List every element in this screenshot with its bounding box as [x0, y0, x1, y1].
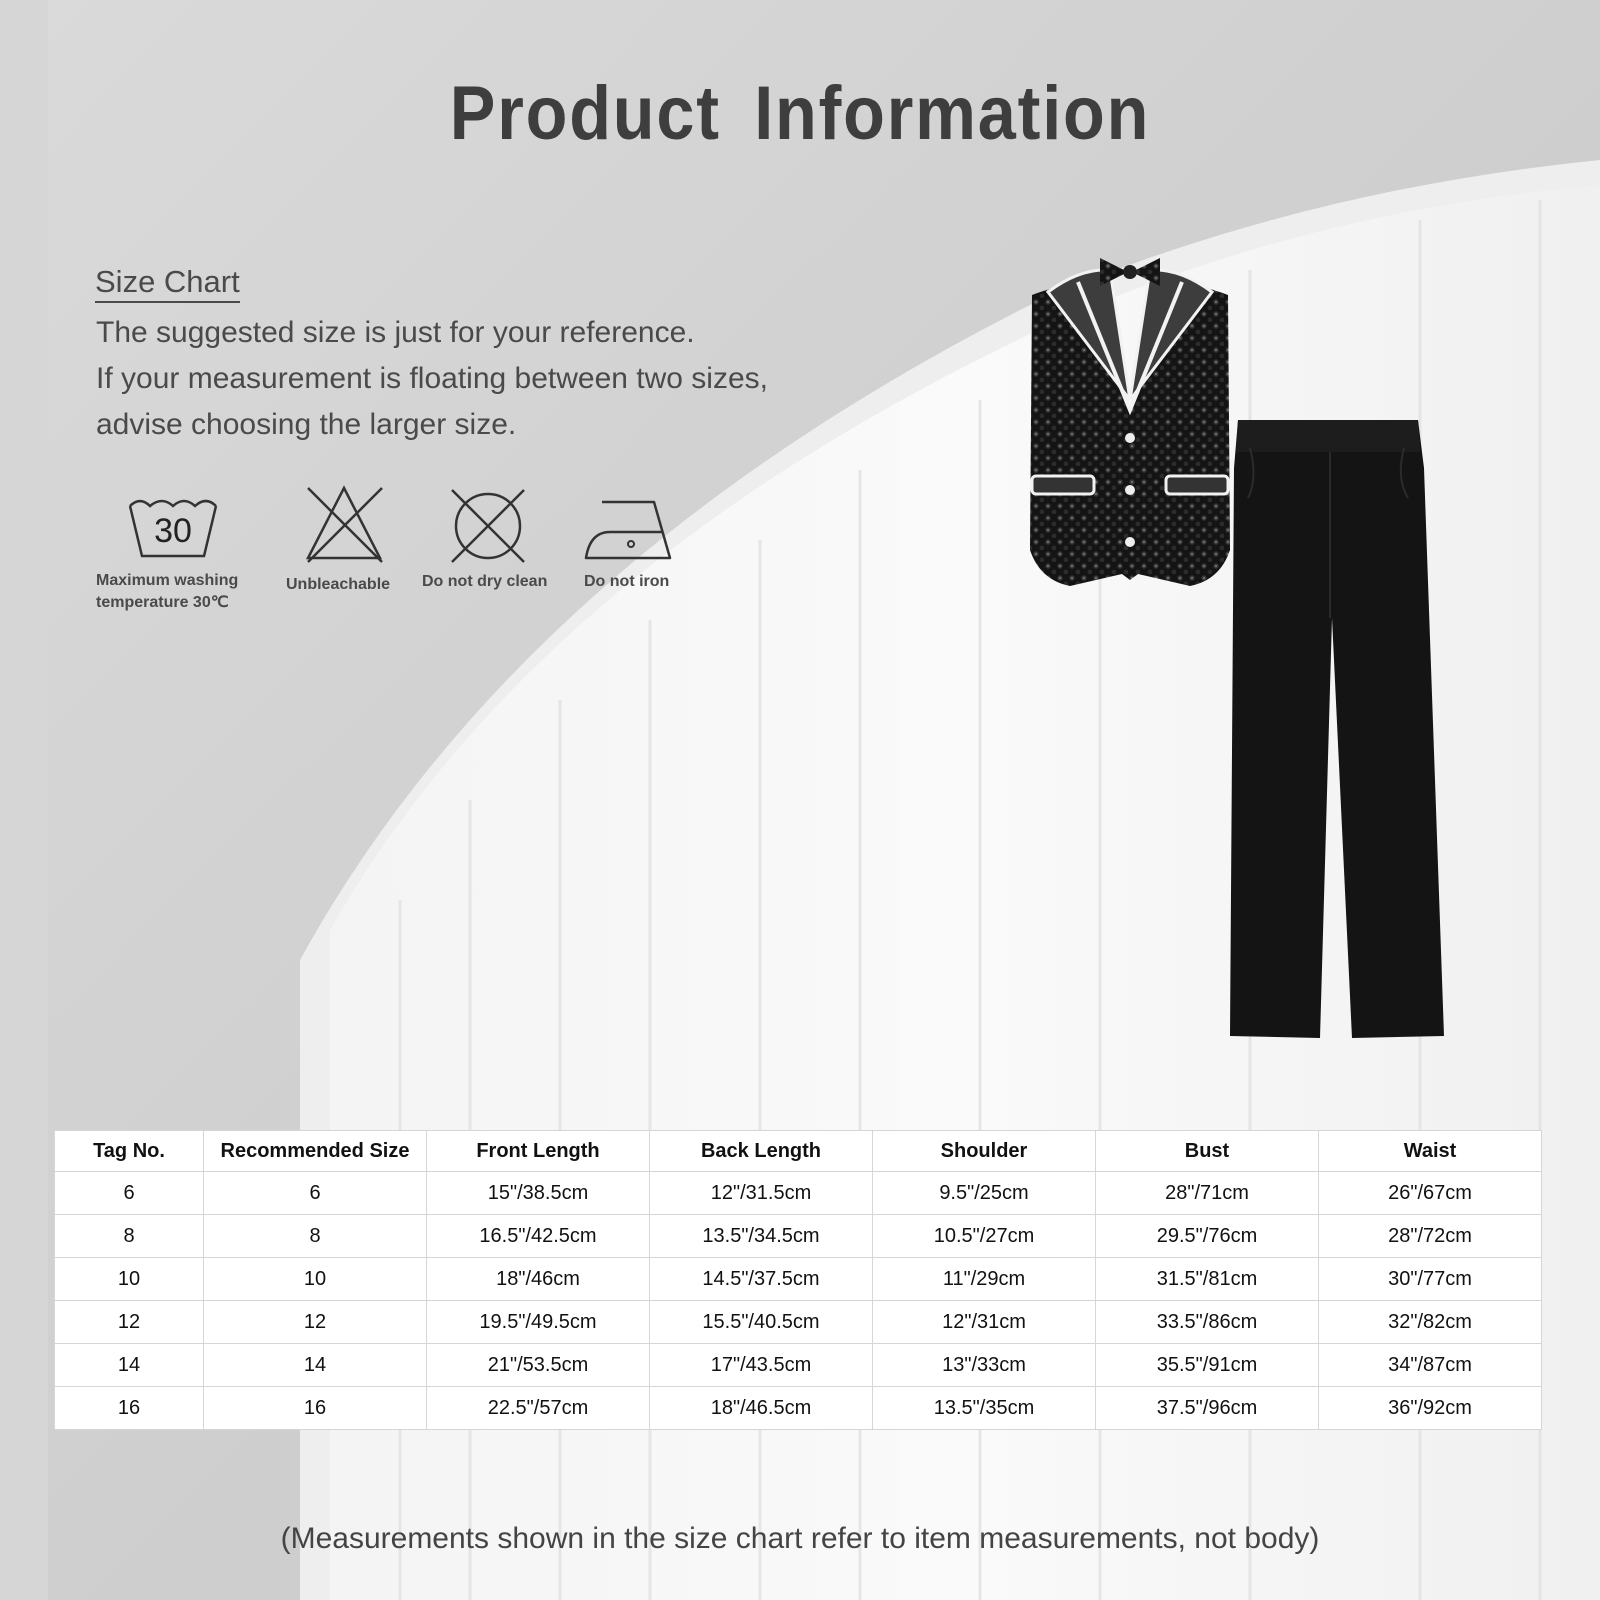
table-cell: 10 — [55, 1258, 204, 1301]
care-label: temperature 30℃ — [96, 594, 229, 611]
page-title: Product Information — [449, 71, 1151, 156]
table-cell: 22.5"/57cm — [427, 1387, 650, 1430]
table-cell: 28"/71cm — [1096, 1172, 1319, 1215]
table-cell: 14 — [204, 1344, 427, 1387]
table-cell: 13"/33cm — [873, 1344, 1096, 1387]
care-wash-30 — [96, 488, 288, 614]
advice-line: advise choosing the larger size. — [96, 408, 517, 441]
table-cell: 13.5"/34.5cm — [650, 1215, 873, 1258]
table-cell: 8 — [204, 1215, 427, 1258]
table-cell: 29.5"/76cm — [1096, 1215, 1319, 1258]
care-no-iron — [584, 488, 684, 593]
table-cell: 21"/53.5cm — [427, 1344, 650, 1387]
size-table — [54, 1130, 1542, 1430]
table-row — [55, 1387, 1542, 1430]
table-cell: 13.5"/35cm — [873, 1387, 1096, 1430]
table-row — [55, 1258, 1542, 1301]
table-cell: 8 — [55, 1215, 204, 1258]
table-cell: 6 — [204, 1172, 427, 1215]
table-cell: 36"/92cm — [1319, 1387, 1542, 1430]
advice-line: If your measurement is floating between two sizes, — [96, 362, 768, 395]
advice-line: The suggested size is just for your reference. — [96, 316, 695, 349]
table-cell: 34"/87cm — [1319, 1344, 1542, 1387]
table-cell: 30"/77cm — [1319, 1258, 1542, 1301]
table-cell: 16 — [204, 1387, 427, 1430]
table-cell: 12"/31cm — [873, 1301, 1096, 1344]
column-header: Bust — [1096, 1131, 1319, 1172]
no-iron-icon — [584, 488, 684, 568]
wash-30-icon — [128, 488, 288, 568]
table-cell: 18"/46cm — [427, 1258, 650, 1301]
column-header: Front Length — [427, 1131, 650, 1172]
table-cell: 12 — [55, 1301, 204, 1344]
table-cell: 33.5"/86cm — [1096, 1301, 1319, 1344]
table-cell: 10 — [204, 1258, 427, 1301]
care-label: Do not iron — [584, 573, 670, 590]
table-cell: 28"/72cm — [1319, 1215, 1542, 1258]
table-cell: 15"/38.5cm — [427, 1172, 650, 1215]
column-header: Back Length — [650, 1131, 873, 1172]
table-cell: 12"/31.5cm — [650, 1172, 873, 1215]
column-header: Tag No. — [55, 1131, 204, 1172]
table-row — [55, 1172, 1542, 1215]
care-label: Maximum washing — [96, 572, 239, 589]
table-cell: 31.5"/81cm — [1096, 1258, 1319, 1301]
table-cell: 37.5"/96cm — [1096, 1387, 1319, 1430]
table-row — [55, 1301, 1542, 1344]
table-cell: 14 — [55, 1344, 204, 1387]
column-header: Waist — [1319, 1131, 1542, 1172]
size-chart-heading: Size Chart — [95, 264, 240, 303]
table-row — [55, 1215, 1542, 1258]
wash-temp-number: 30 — [154, 512, 192, 550]
table-cell: 9.5"/25cm — [873, 1172, 1096, 1215]
measurement-footnote: (Measurements shown in the size chart refer to item measurements, not body) — [280, 1522, 1320, 1555]
table-cell: 14.5"/37.5cm — [650, 1258, 873, 1301]
care-label: Unbleachable — [286, 576, 391, 593]
table-cell: 16.5"/42.5cm — [427, 1215, 650, 1258]
table-cell: 35.5"/91cm — [1096, 1344, 1319, 1387]
table-cell: 11"/29cm — [873, 1258, 1096, 1301]
size-advice — [96, 310, 768, 448]
table-cell: 10.5"/27cm — [873, 1215, 1096, 1258]
care-label: Do not dry clean — [422, 573, 548, 590]
table-cell: 18"/46.5cm — [650, 1387, 873, 1430]
table-cell: 32"/82cm — [1319, 1301, 1542, 1344]
care-no-dry-clean — [422, 488, 560, 593]
table-cell: 19.5"/49.5cm — [427, 1301, 650, 1344]
column-header: Shoulder — [873, 1131, 1096, 1172]
table-cell: 12 — [204, 1301, 427, 1344]
no-dry-clean-icon — [440, 488, 560, 568]
table-cell: 15.5"/40.5cm — [650, 1301, 873, 1344]
table-cell: 16 — [55, 1387, 204, 1430]
no-bleach-icon — [304, 482, 404, 568]
table-cell: 17"/43.5cm — [650, 1344, 873, 1387]
table-header-row — [55, 1131, 1542, 1172]
table-cell: 26"/67cm — [1319, 1172, 1542, 1215]
sequin-vest-image — [1020, 250, 1240, 600]
column-header: Recommended Size — [204, 1131, 427, 1172]
trousers-image — [1228, 418, 1458, 1048]
table-row — [55, 1344, 1542, 1387]
care-no-bleach — [286, 488, 404, 596]
table-cell: 6 — [55, 1172, 204, 1215]
